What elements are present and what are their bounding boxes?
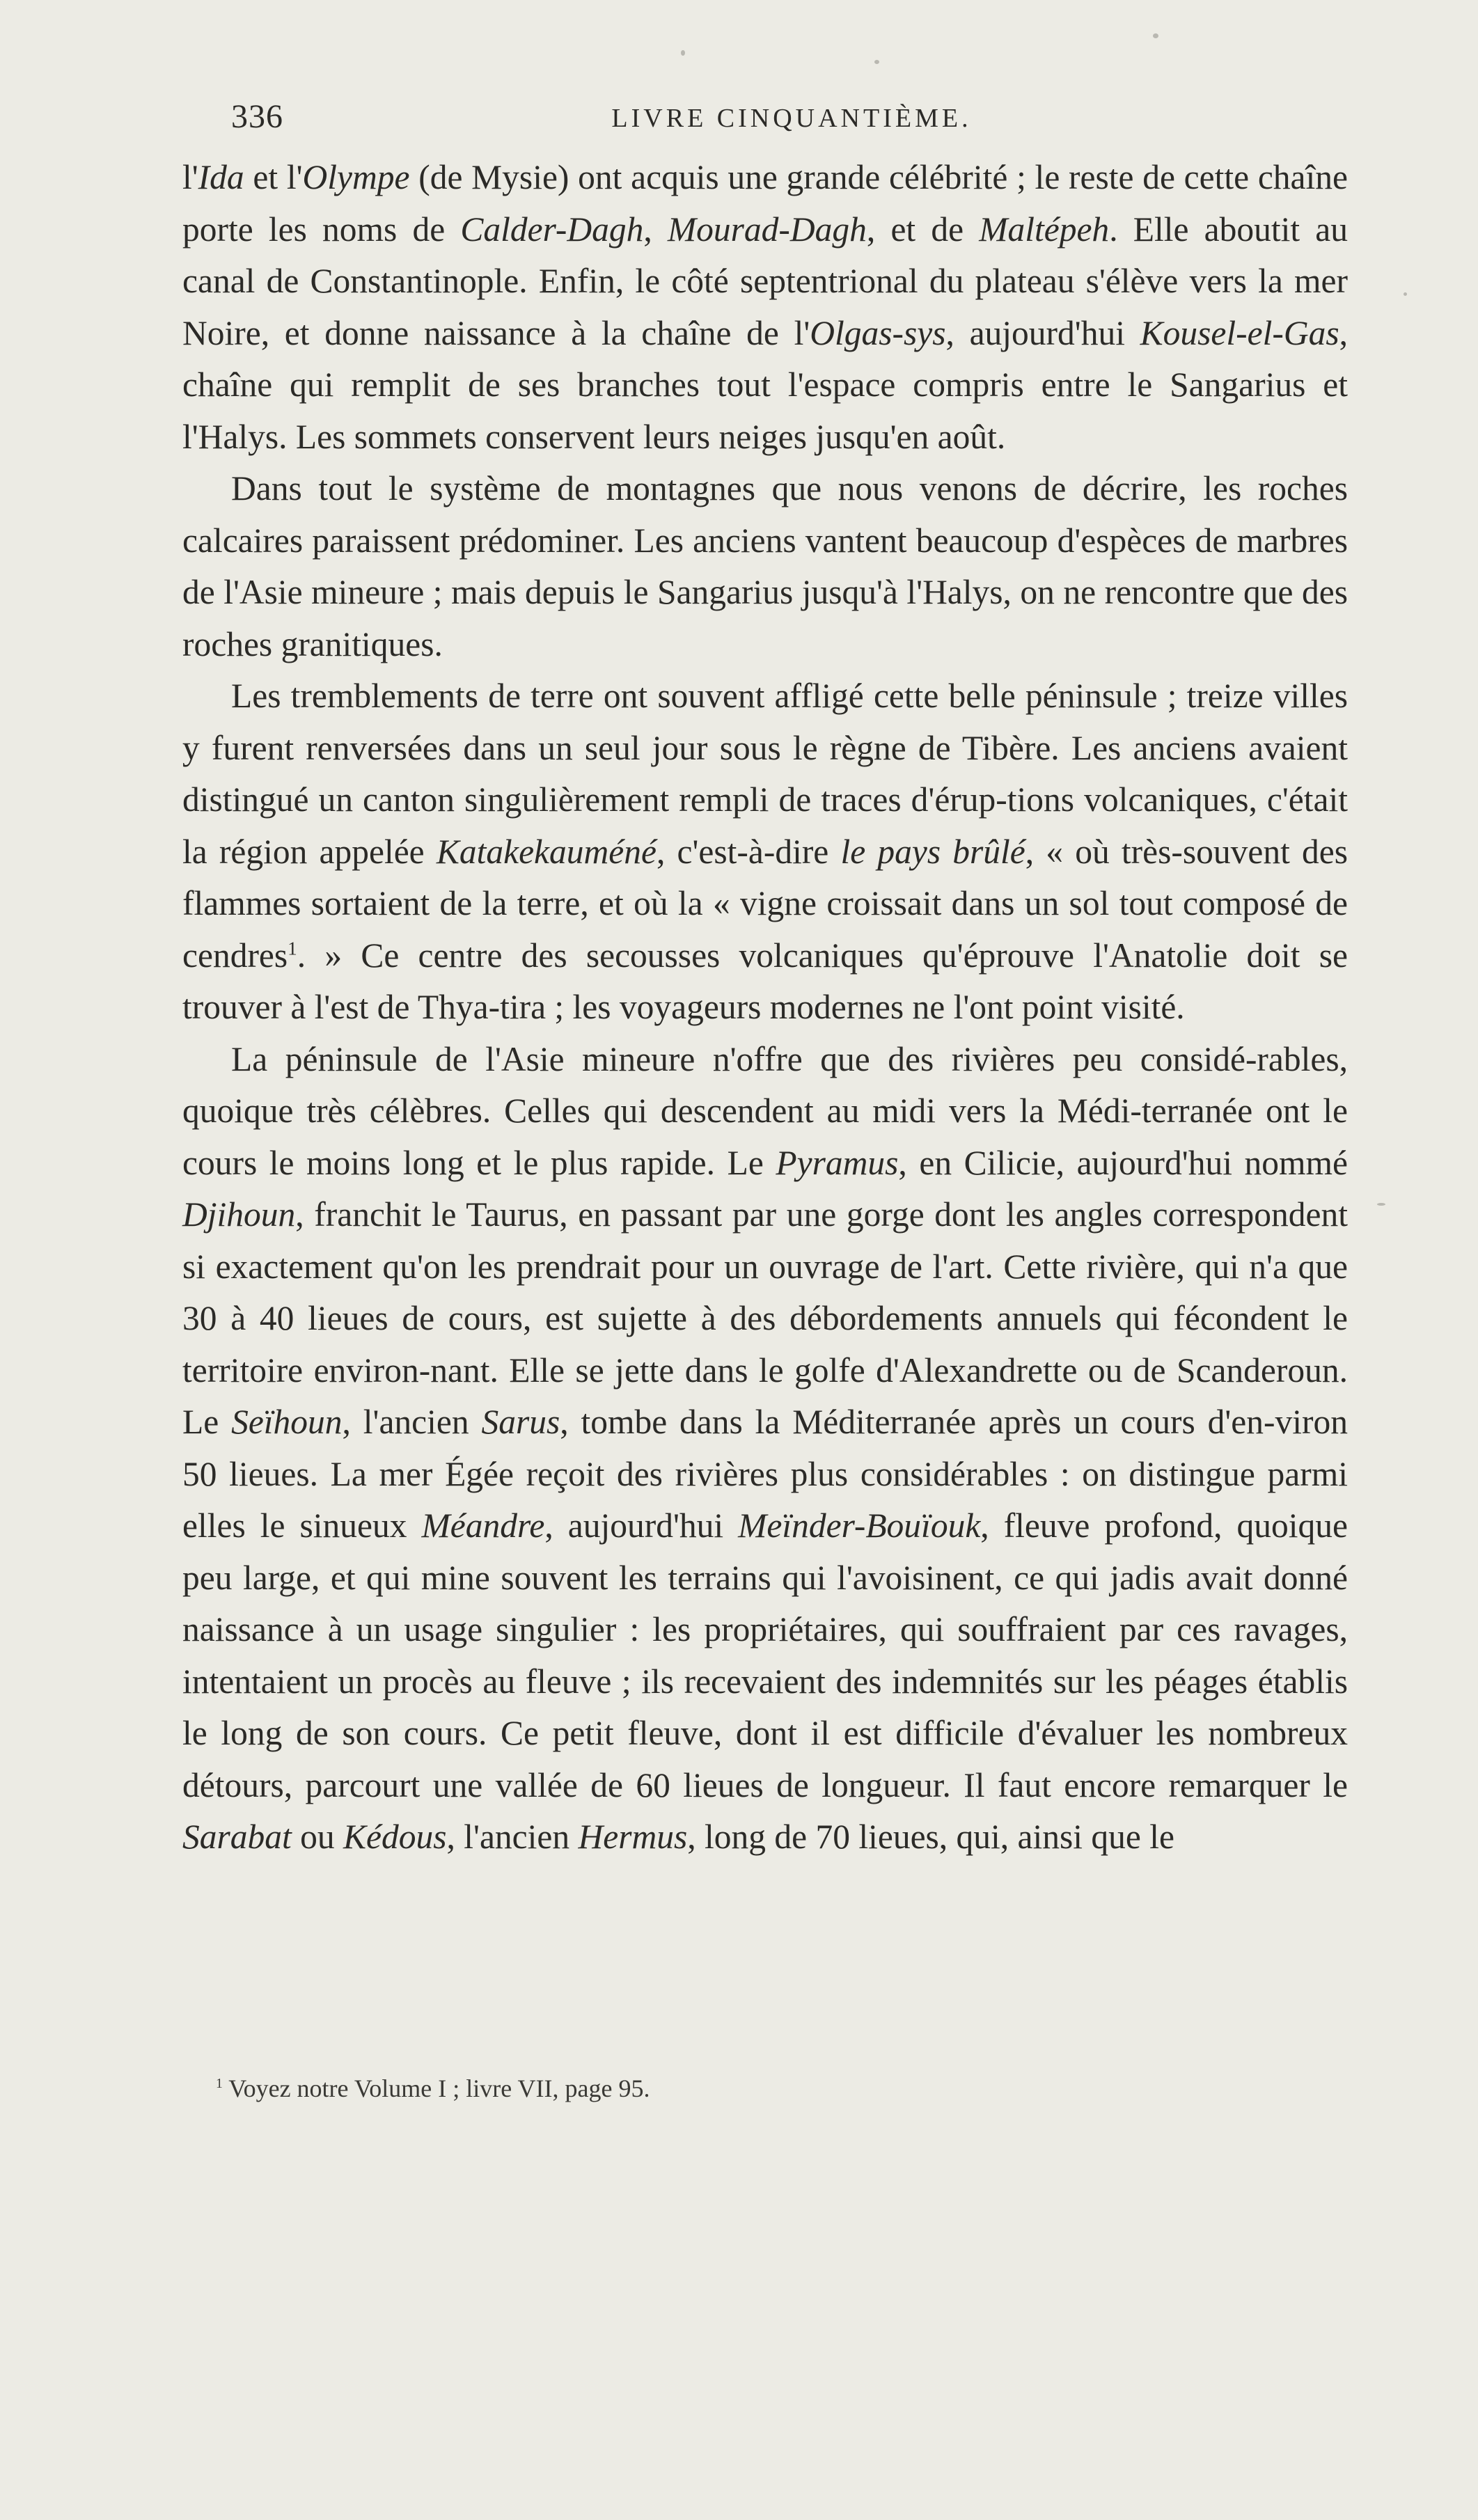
footnote — [216, 2071, 1344, 2106]
italic-term: Olympe — [302, 158, 410, 196]
running-title: LIVRE CINQUANTIÈME. — [611, 104, 972, 133]
paragraph — [182, 152, 1348, 463]
text-run: , — [643, 210, 668, 249]
text-run: , aujourd'hui — [544, 1506, 739, 1545]
italic-term: Ida — [198, 158, 244, 196]
body-text — [182, 152, 1348, 1864]
italic-term: Olgas-sys — [810, 313, 946, 352]
paper-speck — [681, 50, 685, 56]
footnote-ref: 1 — [288, 938, 297, 959]
text-run: , chaîne qui remplit de ses branches tout l'espace compris entre le Sangarius et l'Halys. Les sommets conservent leurs neiges jusqu'en août. — [182, 313, 1348, 456]
italic-term: Hermus — [578, 1818, 688, 1856]
text-run: , « où très-souvent des flammes sortaient de la terre, et où la « vigne croissait dans un sol tout composé de cendres — [182, 832, 1348, 975]
text-run: , c'est-à-dire — [656, 832, 841, 871]
page-header — [231, 97, 1352, 139]
italic-term: Meïnder-Bouïouk — [738, 1506, 981, 1545]
italic-term: Méandre — [421, 1506, 545, 1545]
italic-term: Kousel-el-Gas — [1140, 313, 1339, 352]
text-run: l' — [182, 158, 198, 196]
text-run: , l'ancien — [446, 1818, 579, 1856]
text-run: ou — [291, 1818, 344, 1856]
page-number: 336 — [231, 98, 283, 135]
text-run: , fleuve profond, quoique peu large, et qui mine souvent les terrains qui l'avoisinent, ce qui jadis avait donné naissance à un usage singulier : les propriétaires, qui souffraient par ces ravages, intentaient un procès au fleuve ; ils recevaient des indemnités sur les péages établis le long de son cours. Ce petit fleuve, dont il est difficile d'évaluer les nombreux détours, parcourt une vallée de 60 lieues de longueur. Il faut encore remarquer le — [182, 1506, 1348, 1804]
text-run: , et de — [866, 210, 980, 249]
text-run: . Elle aboutit au canal de Constantinople. Enfin, le côté septentrional du plateau s'élève vers la mer Noire, et donne naissance à la chaîne de l' — [182, 210, 1348, 352]
footnote-mark: 1 — [216, 2076, 223, 2091]
text-run: , l'ancien — [342, 1403, 482, 1441]
footnote-text: Voyez notre Volume I ; livre VII, page 95. — [222, 2074, 650, 2102]
italic-term: Sarus — [481, 1403, 560, 1441]
italic-term: Seïhoun — [231, 1403, 343, 1441]
paragraph — [182, 1034, 1348, 1864]
italic-term: Sarabat — [182, 1818, 292, 1856]
italic-term: le pays brûlé — [840, 832, 1025, 871]
text-run: Les tremblements de terre ont souvent affligé cette belle péninsule ; treize villes y furent renversées dans un seul jour sous le règne de Tibère. Les anciens avaient distingué un canton singulièrement rempli de traces d'érup-tions volcaniques, c'était la région appelée — [182, 677, 1348, 871]
text-run: Dans tout le système de montagnes que nous venons de décrire, les roches calcaires paraissent prédominer. Les anciens vantent beaucoup d'espèces de marbres de l'Asie mineure ; mais depuis le Sangarius jusqu'à l'Halys, on ne rencontre que des roches granitiques. — [182, 469, 1348, 663]
text-run: , franchit le Taurus, en passant par une gorge dont les angles correspondent si exactement qu'on les prendrait pour un ouvrage de l'art. Cette rivière, qui n'a que 30 à 40 lieues de cours, est sujette à des débordements annuels qui fécondent le territoire environ-nant. Elle se jette dans le golfe d'Alexandrette ou de Scanderoun. Le — [182, 1195, 1348, 1441]
italic-term: Kédous — [343, 1818, 447, 1856]
paragraph — [182, 670, 1348, 1034]
italic-term: Maltépeh — [979, 210, 1110, 249]
paper-speck — [1153, 33, 1158, 38]
italic-term: Calder-Dagh — [460, 210, 644, 249]
paper-speck — [874, 60, 879, 64]
text-run: (de Mysie) ont acquis une grande célébrité ; le reste de cette chaîne porte les noms de — [182, 158, 1348, 249]
italic-term: Katakekauméné — [436, 832, 657, 871]
italic-term: Mourad-Dagh — [667, 210, 867, 249]
italic-term: Pyramus — [776, 1143, 899, 1182]
text-run: . » Ce centre des secousses volcaniques qu'éprouve l'Anatolie doit se trouver à l'est de Thya-tira ; les voyageurs modernes ne l'ont point visité. — [182, 936, 1348, 1026]
paper-speck — [1377, 1203, 1385, 1206]
text-run: , tombe dans la Méditerranée après un cours d'en-viron 50 lieues. La mer Égée reçoit des rivières plus considérables : on distingue parmi elles le sinueux — [182, 1403, 1348, 1545]
text-run: , en Cilicie, aujourd'hui nommé — [898, 1143, 1349, 1182]
italic-term: Djihoun — [182, 1195, 296, 1234]
text-run: , aujourd'hui — [945, 313, 1140, 352]
paragraph — [182, 463, 1348, 670]
paper-speck — [1404, 292, 1407, 296]
text-run: , long de 70 lieues, qui, ainsi que le — [687, 1818, 1174, 1856]
text-run: et l' — [244, 158, 303, 196]
text-run: La péninsule de l'Asie mineure n'offre que des rivières peu considé-rables, quoique très célèbres. Celles qui descendent au midi vers la Médi-terranée ont le cours le moins long et le plus rapide. Le — [182, 1039, 1348, 1182]
